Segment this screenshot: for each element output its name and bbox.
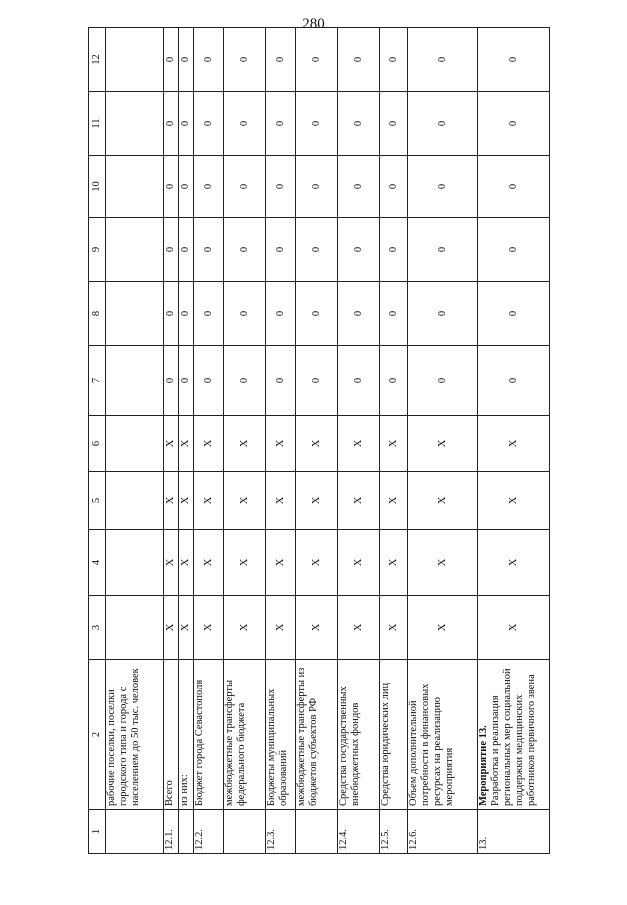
table-cell: 0 (380, 282, 408, 346)
table-cell: 0 (338, 28, 380, 92)
row-id (179, 810, 194, 854)
table-cell: X (266, 416, 296, 472)
table-cell: X (408, 416, 478, 472)
table-cell: X (164, 530, 179, 596)
table-cell: X (408, 530, 478, 596)
table-cell: 0 (296, 282, 338, 346)
row-label-text: межбюджетные трансферты федерального бюджета (224, 680, 247, 806)
table-cell: 0 (296, 156, 338, 218)
table-cell: 0 (179, 92, 194, 156)
table-cell: X (224, 530, 266, 596)
table-cell: 0 (224, 92, 266, 156)
row-id: 12.5. (380, 810, 408, 854)
row-label (408, 660, 478, 810)
table-cell: 0 (179, 346, 194, 416)
table-cell: 0 (194, 28, 224, 92)
table-cell: 0 (380, 218, 408, 282)
table-cell: 0 (296, 218, 338, 282)
table-cell: 0 (179, 28, 194, 92)
table-cell: X (179, 530, 194, 596)
row-id: 12.1. (164, 810, 179, 854)
table-cell: 0 (266, 156, 296, 218)
table-cell: 0 (380, 346, 408, 416)
table-cell: X (338, 472, 380, 530)
row-label-text: рабочие поселки, поселки городского типа и города с населением до 50 тыс. человек (106, 668, 141, 806)
page-number: 280 (302, 16, 325, 32)
table-row (478, 28, 550, 854)
table-cell (106, 28, 164, 92)
table-cell: X (266, 530, 296, 596)
column-header-4: 4 (89, 530, 106, 596)
table-cell: X (164, 596, 179, 660)
table-cell: X (296, 530, 338, 596)
row-label-text: Средства юридических лиц (380, 682, 391, 806)
table-cell: 0 (266, 282, 296, 346)
header-row (89, 28, 106, 854)
table-cell: X (380, 472, 408, 530)
table-row (194, 28, 224, 854)
table-cell: X (408, 596, 478, 660)
column-header-3: 3 (89, 596, 106, 660)
table-cell: X (179, 472, 194, 530)
table-cell: X (194, 530, 224, 596)
table-cell: 0 (224, 156, 266, 218)
table-cell: 0 (266, 92, 296, 156)
table-cell (106, 416, 164, 472)
table-cell: 0 (164, 156, 179, 218)
row-label-bold: Мероприятие 13. (478, 725, 489, 806)
row-label (338, 660, 380, 810)
table-cell: X (164, 472, 179, 530)
row-label-text: Бюджет города Севастополя (194, 679, 205, 806)
table-body (106, 28, 550, 854)
table-cell: 0 (194, 92, 224, 156)
table-cell: X (194, 596, 224, 660)
table-cell: 0 (194, 156, 224, 218)
table-cell: X (266, 596, 296, 660)
row-label-text: из них: (179, 774, 190, 806)
budget-table (88, 27, 550, 854)
table-cell (106, 92, 164, 156)
table-cell: X (380, 416, 408, 472)
table-cell: 0 (408, 282, 478, 346)
row-id: 13. (478, 810, 550, 854)
row-label-text: Бюджеты муниципальных образований (266, 688, 289, 806)
table-cell: 0 (179, 218, 194, 282)
table-cell: X (296, 416, 338, 472)
column-header-9: 9 (89, 218, 106, 282)
column-header-5: 5 (89, 472, 106, 530)
row-id: 12.3. (266, 810, 296, 854)
table-row (266, 28, 296, 854)
row-label-text: Разработка и реализация региональных мер социальной поддержки медицинских работников первичного звена (490, 668, 537, 806)
row-label (179, 660, 194, 810)
row-label (224, 660, 266, 810)
table-cell: X (194, 472, 224, 530)
column-header-10: 10 (89, 156, 106, 218)
table-cell: 0 (296, 346, 338, 416)
table-row (380, 28, 408, 854)
table-cell: 0 (296, 92, 338, 156)
table-cell: X (478, 472, 550, 530)
row-label (296, 660, 338, 810)
table-cell: 0 (478, 156, 550, 218)
table-cell: 0 (266, 218, 296, 282)
table-cell: X (296, 472, 338, 530)
table-cell (106, 596, 164, 660)
table-cell: 0 (408, 218, 478, 282)
column-header-6: 6 (89, 416, 106, 472)
table-cell (106, 530, 164, 596)
table-cell: 0 (164, 92, 179, 156)
row-label (164, 660, 179, 810)
table-cell: X (266, 472, 296, 530)
column-header-12: 12 (89, 28, 106, 92)
table-cell: X (296, 596, 338, 660)
table-cell: X (179, 416, 194, 472)
row-label-text: межбюджетные трансферты из бюджетов субъектов РФ (296, 667, 319, 806)
table-cell: X (224, 596, 266, 660)
table-cell: X (338, 416, 380, 472)
column-header-1: 1 (89, 810, 106, 854)
table-cell: 0 (194, 218, 224, 282)
table-cell: 0 (224, 218, 266, 282)
table-cell: X (380, 530, 408, 596)
table-row (106, 28, 164, 854)
table-cell: X (224, 416, 266, 472)
table-cell: 0 (408, 92, 478, 156)
table-cell (106, 218, 164, 282)
table-cell: X (478, 416, 550, 472)
row-label-text: Средства государственных внебюджетных фондов (338, 686, 361, 806)
table-cell: 0 (338, 92, 380, 156)
row-label-text: Объем дополнительной потребности в финансовых ресурсах на реализацию мероприятия (408, 683, 455, 806)
table-cell: 0 (224, 346, 266, 416)
table-cell: 0 (478, 346, 550, 416)
table-cell: 0 (478, 218, 550, 282)
table-cell: X (164, 416, 179, 472)
table-cell: 0 (164, 218, 179, 282)
table-cell: X (194, 416, 224, 472)
budget-table-rotated (88, 48, 606, 854)
table-cell: X (338, 596, 380, 660)
table-cell: 0 (338, 346, 380, 416)
table-cell: 0 (266, 28, 296, 92)
table-cell: 0 (408, 156, 478, 218)
table-cell: 0 (408, 28, 478, 92)
table-cell: 0 (478, 92, 550, 156)
table-cell (106, 346, 164, 416)
column-header-2: 2 (89, 660, 106, 810)
column-header-11: 11 (89, 92, 106, 156)
column-header-7: 7 (89, 346, 106, 416)
table-cell: 0 (380, 156, 408, 218)
table-cell: 0 (164, 282, 179, 346)
table-cell: X (478, 530, 550, 596)
table-row (224, 28, 266, 854)
row-id: 12.4. (338, 810, 380, 854)
table-cell: 0 (338, 156, 380, 218)
row-label-text: Всего (164, 780, 175, 806)
row-label (478, 660, 550, 810)
table-cell (106, 156, 164, 218)
table-cell (106, 282, 164, 346)
row-label (194, 660, 224, 810)
table-cell: 0 (194, 282, 224, 346)
row-id: 12.6. (408, 810, 478, 854)
table-cell: 0 (478, 282, 550, 346)
table-cell: 0 (380, 28, 408, 92)
table-row (179, 28, 194, 854)
table-row (338, 28, 380, 854)
row-label (106, 660, 164, 810)
table-cell: X (338, 530, 380, 596)
table-cell: X (380, 596, 408, 660)
table-row (296, 28, 338, 854)
table-row (164, 28, 179, 854)
table-cell: 0 (179, 282, 194, 346)
row-id (224, 810, 266, 854)
table-cell: 0 (194, 346, 224, 416)
table-cell: 0 (478, 28, 550, 92)
table-cell: 0 (338, 218, 380, 282)
row-label (266, 660, 296, 810)
table-cell: 0 (380, 92, 408, 156)
table-cell: 0 (179, 156, 194, 218)
row-id: 12.2. (194, 810, 224, 854)
table-cell: 0 (164, 28, 179, 92)
row-id (296, 810, 338, 854)
table-cell: X (478, 596, 550, 660)
table-cell: 0 (224, 282, 266, 346)
table-cell (106, 472, 164, 530)
table-cell: X (179, 596, 194, 660)
table-cell: 0 (164, 346, 179, 416)
row-label (380, 660, 408, 810)
row-id (106, 810, 164, 854)
table-cell: 0 (266, 346, 296, 416)
table-cell: X (408, 472, 478, 530)
table-cell: 0 (338, 282, 380, 346)
table-cell: 0 (296, 28, 338, 92)
table-cell: X (224, 472, 266, 530)
table-row (408, 28, 478, 854)
table-cell: 0 (224, 28, 266, 92)
column-header-8: 8 (89, 282, 106, 346)
table-cell: 0 (408, 346, 478, 416)
